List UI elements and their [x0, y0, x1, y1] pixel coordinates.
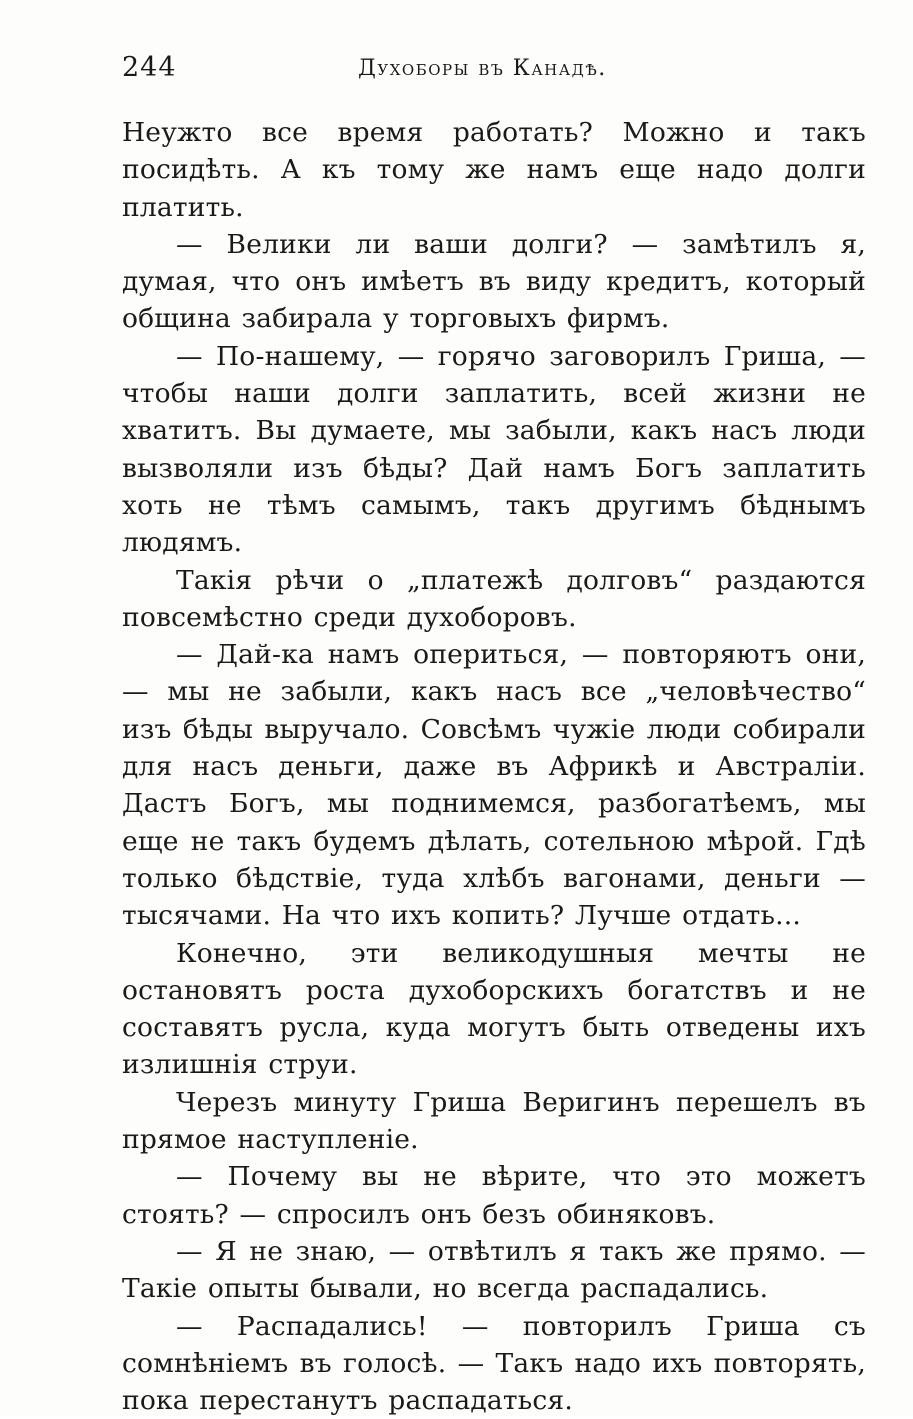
paragraph: Такія рѣчи о „платежѣ долговъ“ раздаются повсемѣстно среди духоборовъ. [122, 562, 866, 637]
running-title: Духоборы въ Канадѣ. [358, 56, 607, 81]
paragraph-dialogue: — Дай-ка намъ опериться, — повторяютъ они, — мы не забыли, какъ насъ все „человѣчество“ изъ бѣды выручало. Совсѣмъ чужіе люди собирали для насъ деньги, даже въ Африкѣ и Австраліи. Дастъ Богъ, мы поднимемся, разбогатѣемъ, мы еще не такъ будемъ дѣлать, сотельною мѣрой. Гдѣ только бѣдствіе, туда хлѣбъ вагонами, деньги — тысячами. На что ихъ копить? Лучше отдать... [122, 636, 866, 934]
paragraph: Конечно, эти великодушныя мечты не остановятъ роста духоборскихъ богатствъ и не составятъ русла, куда могутъ быть отведены ихъ излишнія струи. [122, 935, 866, 1084]
paragraph-dialogue: — Велики ли ваши долги? — замѣтилъ я, думая, что онъ имѣетъ въ виду кредитъ, который община забирала у торговыхъ фирмъ. [122, 226, 866, 338]
paragraph-dialogue: — Почему вы не вѣрите, что это можетъ стоять? — спросилъ онъ безъ обиняковъ. [122, 1158, 866, 1233]
body-text [122, 114, 866, 1419]
paragraph-dialogue: — По-нашему, — горячо заговорилъ Гриша, — чтобы наши долги заплатить, всей жизни не хватитъ. Вы думаете, мы забыли, какъ насъ люди вызволяли изъ бѣды? Дай намъ Богъ заплатить хоть не тѣмъ самымъ, такъ другимъ бѣднымъ людямъ. [122, 338, 866, 562]
paragraph-dialogue: — Я не знаю, — отвѣтилъ я такъ же прямо. — Такіе опыты бывали, но всегда распадались. [122, 1233, 866, 1308]
page-header [122, 52, 866, 92]
paragraph-dialogue: — Распадались! — повторилъ Гриша съ сомнѣніемъ въ голосѣ. — Такъ надо ихъ повторять, пока перестанутъ распадаться. [122, 1308, 866, 1419]
page-number: 244 [122, 52, 177, 83]
paragraph-continuation: Неужто все время работать? Можно и такъ посидѣть. А къ тому же намъ еще надо долги платить. [122, 114, 866, 226]
paragraph: Черезъ минуту Гриша Веригинъ перешелъ въ прямое наступленіе. [122, 1084, 866, 1159]
